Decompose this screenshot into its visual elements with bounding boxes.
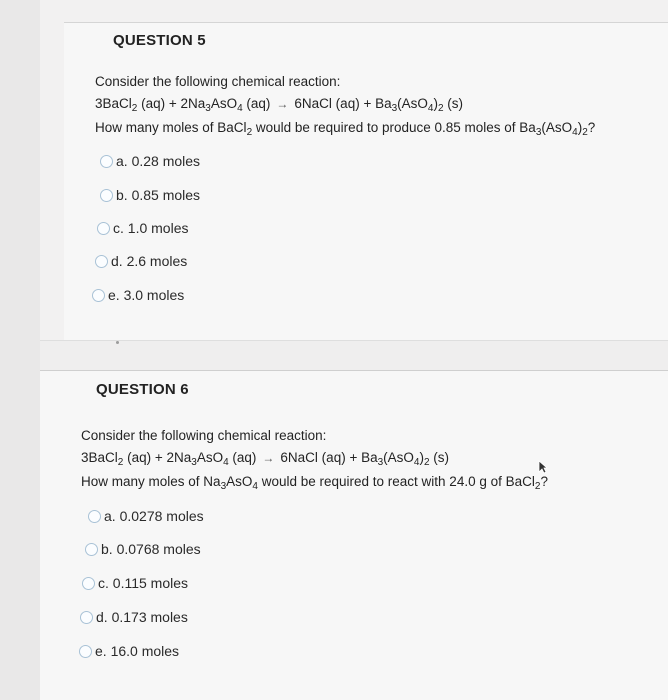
question-6-option-d[interactable]: d. 0.173 moles (80, 609, 188, 625)
question-5-option-b[interactable]: b. 0.85 moles (100, 187, 200, 203)
radio-button[interactable] (92, 289, 105, 302)
radio-button[interactable] (82, 577, 95, 590)
question-5-prompt: How many moles of BaCl$_2$ would be required to produce 0.85 moles of $Ba_3(AsO_4)_2$? (95, 120, 596, 138)
question-6-option-e[interactable]: e. 16.0 moles (79, 643, 179, 659)
question-separator (40, 340, 668, 371)
mouse-cursor-icon (538, 460, 548, 474)
question-5-title: QUESTION 5 (113, 32, 206, 49)
radio-button[interactable] (95, 255, 108, 268)
question-6-title: QUESTION 6 (96, 381, 189, 398)
question-5-option-e[interactable]: e. 3.0 moles (92, 287, 184, 303)
question-5-intro: Consider the following chemical reaction: (95, 74, 341, 89)
radio-button[interactable] (97, 222, 110, 235)
left-margin (0, 0, 40, 700)
radio-button[interactable] (100, 189, 113, 202)
question-6-option-b[interactable]: b. 0.0768 moles (85, 541, 201, 557)
question-5-option-a[interactable]: a. 0.28 moles (100, 153, 200, 169)
radio-button[interactable] (100, 155, 113, 168)
question-6-option-c[interactable]: c. 0.115 moles (82, 575, 188, 591)
question-5-option-d[interactable]: d. 2.6 moles (95, 253, 187, 269)
question-6-reaction: 3BaCl$_2$ $(aq) + 2Na_3AsO_4$ (aq) → 6NaCl $(aq) + Ba_3(AsO_4)_2$ (s) (81, 450, 450, 468)
question-6-option-a[interactable]: a. 0.0278 moles (88, 508, 204, 524)
radio-button[interactable] (79, 645, 92, 658)
radio-button[interactable] (88, 510, 101, 523)
dot-icon (116, 341, 119, 344)
radio-button[interactable] (80, 611, 93, 624)
question-5-option-c[interactable]: c. 1.0 moles (97, 220, 188, 236)
reaction-arrow-icon: → (262, 451, 275, 465)
radio-button[interactable] (85, 543, 98, 556)
reaction-arrow-icon: → (276, 97, 289, 111)
question-6-prompt: How many moles of $Na_3AsO_4$ would be required to react with 24.0 g of BaCl$_2$? (81, 474, 548, 492)
question-5-reaction: 3BaCl$_2$ $(aq) + 2Na_3AsO_4$ (aq) → 6NaCl $(aq) + Ba_3(AsO_4)_2$ (s) (95, 96, 464, 114)
question-6-intro: Consider the following chemical reaction: (81, 428, 327, 443)
